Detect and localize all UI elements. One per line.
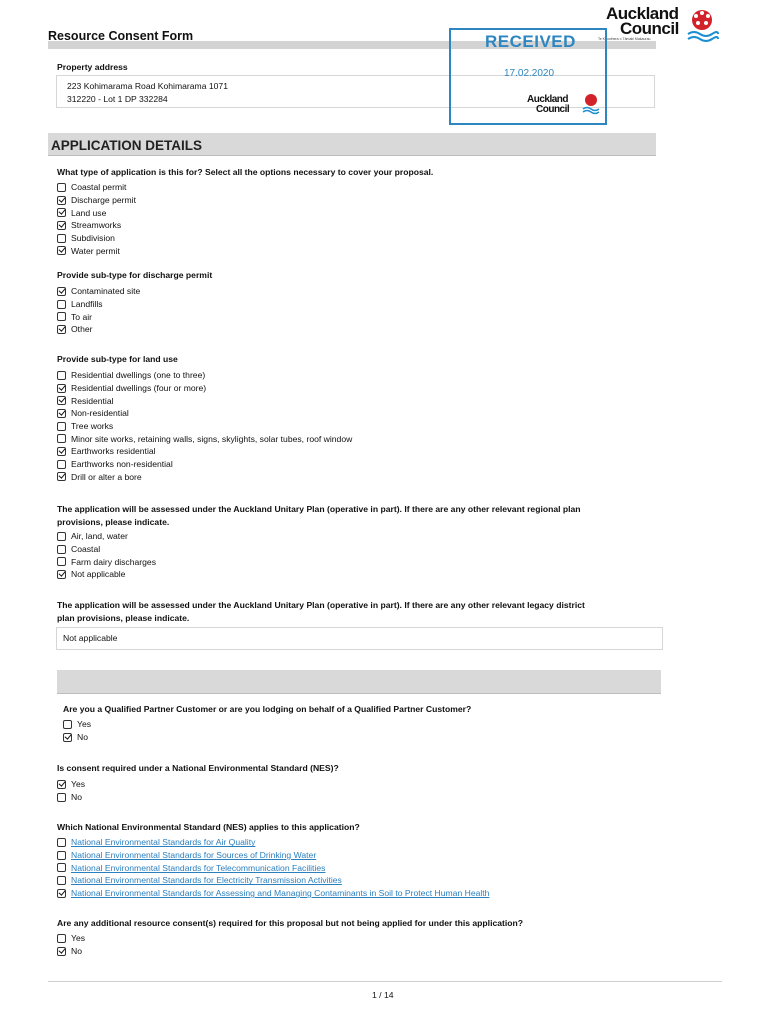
option-link[interactable]: National Environmental Standards for Air Quality [71,837,256,848]
unchecked-checkbox-icon[interactable] [57,876,66,885]
unchecked-checkbox-icon[interactable] [57,460,66,469]
option-label: Contaminated site [71,286,141,297]
unchecked-checkbox-icon[interactable] [57,234,66,243]
district-plan-field[interactable] [56,627,663,650]
app-type-options [57,181,136,257]
checked-checkbox-icon[interactable] [57,221,66,230]
checkmark-icon [58,447,65,454]
property-address-line1: 223 Kohimarama Road Kohimarama 1071 [67,81,228,91]
checkmark-icon [58,208,65,215]
checkmark-icon [58,396,65,403]
unchecked-checkbox-icon[interactable] [57,532,66,541]
option-link[interactable]: National Environmental Standards for Electricity Transmission Activities [71,875,342,886]
unchecked-checkbox-icon[interactable] [57,434,66,443]
page-number: 1 / 14 [372,990,394,1000]
unchecked-checkbox-icon[interactable] [57,863,66,872]
district-plan-question-line2: plan provisions, please indicate. [57,613,190,623]
checked-checkbox-icon[interactable] [57,208,66,217]
checkmark-icon [58,324,65,331]
option-label: Drill or alter a bore [71,471,142,482]
checkbox-option[interactable] [63,718,91,731]
district-plan-value: Not applicable [63,633,118,643]
qualified-partner-section-bar [57,670,661,694]
unchecked-checkbox-icon[interactable] [57,793,66,802]
discharge-subtype-options [57,285,140,336]
checkbox-option[interactable] [57,420,352,433]
checked-checkbox-icon[interactable] [57,947,66,956]
checked-checkbox-icon[interactable] [57,889,66,898]
unchecked-checkbox-icon[interactable] [57,183,66,192]
qpc-options [63,718,91,743]
checkbox-option[interactable] [57,298,140,311]
option-label: Discharge permit [71,195,136,206]
checked-checkbox-icon[interactable] [57,246,66,255]
checkmark-icon [58,220,65,227]
council-tagline: Te Kaunihera o Tāmaki Makaurau [598,37,651,41]
option-label: Tree works [71,421,114,432]
option-label: Residential dwellings (four or more) [71,383,207,394]
unchecked-checkbox-icon[interactable] [57,934,66,943]
pohutukawa-flower-icon [684,6,720,44]
checkmark-icon [58,195,65,202]
option-label: Yes [71,779,86,790]
option-label: Streamworks [71,220,122,231]
option-label: No [71,946,82,957]
unchecked-checkbox-icon[interactable] [57,312,66,321]
checkmark-icon [58,472,65,479]
checked-checkbox-icon[interactable] [57,780,66,789]
application-details-title: APPLICATION DETAILS [51,138,202,153]
option-label: Subdivision [71,233,115,244]
checkbox-option[interactable] [57,432,352,445]
council-logo [598,4,723,44]
stamp-date: 17.02.2020 [504,68,555,79]
stamp-title: RECEIVED [485,32,576,51]
unchecked-checkbox-icon[interactable] [57,851,66,860]
council-name-line2: Council [620,19,679,38]
checkmark-icon [64,732,71,739]
option-label: Farm dairy discharges [71,556,157,567]
checkbox-option[interactable] [57,555,156,568]
additional-consents-question: Are any additional resource consent(s) required for this proposal but not being applied for under this application? [57,918,524,928]
option-label: Residential dwellings (one to three) [71,370,206,381]
checkbox-option[interactable] [57,310,140,323]
district-plan-question-line1: The application will be assessed under the Auckland Unitary Plan (operative in part). If there are any other relevant legacy district [57,600,585,610]
checkbox-option[interactable] [57,471,352,484]
checkbox-option[interactable] [57,530,156,543]
checkbox-option[interactable] [57,887,489,900]
option-label: Air, land, water [71,531,128,542]
qpc-question: Are you a Qualified Partner Customer or are you lodging on behalf of a Qualified Partner Customer? [63,704,472,714]
checkbox-option[interactable] [57,232,136,245]
checkbox-option[interactable] [57,369,352,382]
checked-checkbox-icon[interactable] [57,196,66,205]
option-link[interactable]: National Environmental Standards for Telecommunication Facilities [71,862,326,873]
option-label: Residential [71,395,114,406]
checkmark-icon [58,286,65,293]
regional-plan-question-line1: The application will be assessed under the Auckland Unitary Plan (operative in part). If there are any other relevant regional plan [57,504,581,514]
option-link[interactable]: National Environmental Standards for Assessing and Managing Contaminants in Soil to Protect Human Health [71,888,490,899]
checkbox-option[interactable] [63,731,91,744]
checkmark-icon [58,408,65,415]
regional-plan-question-line2: provisions, please indicate. [57,517,170,527]
app-type-question: What type of application is this for? Select all the options necessary to cover your proposal. [57,167,434,177]
stamp-logo-line1: Auckland [527,94,569,105]
land-use-subtype-options [57,369,352,483]
checked-checkbox-icon[interactable] [57,396,66,405]
checkbox-option[interactable] [57,407,352,420]
nes-required-question: Is consent required under a National Environmental Standard (NES)? [57,763,339,773]
unchecked-checkbox-icon[interactable] [57,371,66,380]
received-stamp [449,28,607,125]
option-label: Other [71,324,93,335]
checkbox-option[interactable] [57,181,136,194]
checked-checkbox-icon[interactable] [57,325,66,334]
option-label: Earthworks non-residential [71,459,173,470]
option-label: Yes [71,933,86,944]
checkbox-option[interactable] [57,932,85,945]
option-label: Land use [71,207,107,218]
footer-divider [48,981,722,982]
checkmark-icon [58,946,65,953]
option-label: Minor site works, retaining walls, signs, skylights, solar tubes, roof window [71,433,353,444]
discharge-subtype-question: Provide sub-type for discharge permit [57,270,213,280]
checkbox-option[interactable] [57,778,85,791]
checkbox-option[interactable] [57,194,136,207]
checkbox-option[interactable] [57,836,489,849]
option-label: To air [71,311,93,322]
option-label: No [77,732,88,743]
checkbox-option[interactable] [57,849,489,862]
property-address-line2: 312220 - Lot 1 DP 332284 [67,94,168,104]
checked-checkbox-icon[interactable] [57,447,66,456]
checkbox-option[interactable] [57,219,136,232]
additional-consents-options [57,932,85,957]
checked-checkbox-icon[interactable] [57,472,66,481]
option-label: Coastal [71,544,101,555]
checked-checkbox-icon[interactable] [63,733,72,742]
option-label: Water permit [71,245,120,256]
checked-checkbox-icon[interactable] [57,570,66,579]
checkbox-option[interactable] [57,394,352,407]
checkbox-option[interactable] [57,206,136,219]
nes-required-options [57,778,85,803]
unchecked-checkbox-icon[interactable] [57,300,66,309]
unchecked-checkbox-icon[interactable] [63,720,72,729]
checkbox-option[interactable] [57,458,352,471]
property-address-label: Property address [57,62,128,72]
checkbox-option[interactable] [57,445,352,458]
checked-checkbox-icon[interactable] [57,287,66,296]
regional-plan-options [57,530,156,581]
checkbox-option[interactable] [57,323,140,336]
stamp-logo-line2: Council [536,104,570,115]
unchecked-checkbox-icon[interactable] [57,422,66,431]
unchecked-checkbox-icon[interactable] [57,545,66,554]
land-use-subtype-question: Provide sub-type for land use [57,354,178,364]
checkbox-option[interactable] [57,244,136,257]
checkbox-option[interactable] [57,543,156,556]
checkmark-icon [58,888,65,895]
checked-checkbox-icon[interactable] [57,384,66,393]
checkbox-option[interactable] [57,945,85,958]
checkbox-option[interactable] [57,568,156,581]
stamp-flower-icon [582,93,600,115]
option-label: Coastal permit [71,182,127,193]
option-label: Landfills [71,299,103,310]
checkmark-icon [58,246,65,253]
option-label: Not applicable [71,569,126,580]
form-title: Resource Consent Form [48,29,194,43]
checkmark-icon [58,383,65,390]
option-label: Yes [77,719,92,730]
checkbox-option[interactable] [57,285,140,298]
nes-which-options [57,836,489,899]
checkmark-icon [58,569,65,576]
checkbox-option[interactable] [57,874,489,887]
checkbox-option[interactable] [57,791,85,804]
checkbox-option[interactable] [57,382,352,395]
option-label: No [71,792,82,803]
checked-checkbox-icon[interactable] [57,409,66,418]
option-label: Earthworks residential [71,446,156,457]
checkbox-option[interactable] [57,861,489,874]
option-label: Non-residential [71,408,129,419]
unchecked-checkbox-icon[interactable] [57,557,66,566]
council-name-line1: Auckland [606,4,679,23]
option-link[interactable]: National Environmental Standards for Sources of Drinking Water [71,850,317,861]
unchecked-checkbox-icon[interactable] [57,838,66,847]
checkmark-icon [58,779,65,786]
nes-which-question: Which National Environmental Standard (NES) applies to this application? [57,822,360,832]
